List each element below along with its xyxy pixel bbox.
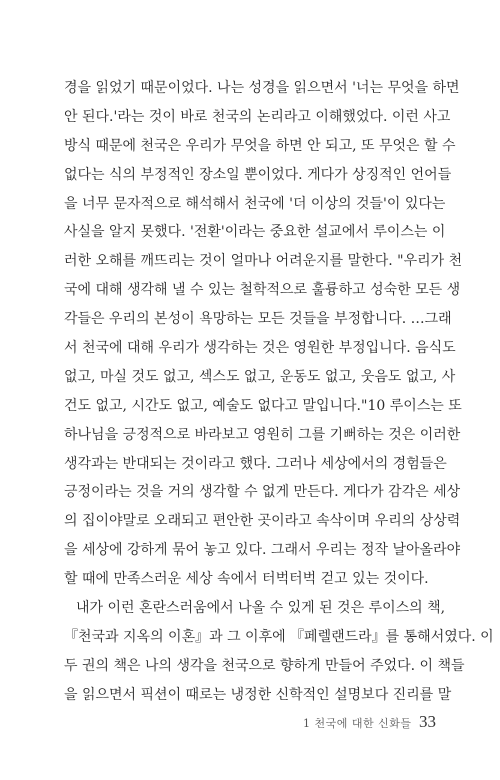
text-line: 서 천국에 대해 우리가 생각하는 것은 영원한 부정입니다. 음식도 bbox=[64, 340, 456, 357]
text-line: 경을 읽었기 때문이었다. 나는 성경을 읽으면서 '너는 무엇을 하면 bbox=[64, 80, 460, 96]
text-line: 두 권의 책은 나의 생각을 천국으로 향하게 만들어 주었다. 이 책들 bbox=[64, 657, 465, 674]
text-line: 건도 없고, 시간도 없고, 예술도 없다고 말입니다."10 루이스는 또 bbox=[64, 397, 462, 414]
text-line: 을 너무 문자적으로 해석해서 천국에 '더 이상의 것들'이 있다는 bbox=[64, 195, 446, 212]
text-line: 러한 오해를 깨뜨리는 것이 얼마나 어려운지를 말한다. "우리가 천 bbox=[64, 253, 463, 270]
text-line: 긍정이라는 것을 거의 생각할 수 없게 만든다. 게다가 감각은 세상 bbox=[64, 484, 461, 501]
body-text bbox=[64, 74, 494, 710]
text-line: 각들은 우리의 본성이 욕망하는 모든 것들을 부정합니다. …그래 bbox=[64, 311, 452, 328]
text-line: 을 읽으면서 픽션이 때로는 냉정한 신학적인 설명보다 진리를 말 bbox=[64, 686, 452, 703]
text-line: 하나님을 긍정적으로 바라보고 영원히 그를 기뻐하는 것은 이러한 bbox=[64, 426, 461, 443]
text-line: 『천국과 지옥의 이혼』과 그 이후에 『페렐랜드라』를 통해서였다. 이 bbox=[64, 628, 494, 645]
page-footer bbox=[303, 712, 436, 732]
text-line: 할 때에 만족스러운 세상 속에서 터벅터벅 걷고 있는 것이다. bbox=[64, 571, 429, 588]
text-line: 국에 대해 생각해 낼 수 있는 철학적으로 훌륭하고 성숙한 모든 생 bbox=[64, 282, 461, 299]
text-line: 내가 이런 혼란스러움에서 나올 수 있게 된 것은 루이스의 책, bbox=[76, 600, 446, 617]
text-line: 없고, 마실 것도 없고, 섹스도 없고, 운동도 없고, 웃음도 없고, 사 bbox=[64, 368, 456, 385]
text-line: 안 된다.'라는 것이 바로 천국의 논리라고 이해했었다. 이런 사고 bbox=[64, 108, 451, 125]
text-line: 사실을 알지 못했다. '전환'이라는 중요한 설교에서 루이스는 이 bbox=[64, 224, 446, 241]
text-line: 생각과는 반대되는 것이라고 했다. 그러나 세상에서의 경험들은 bbox=[64, 455, 447, 472]
text-line: 없다는 식의 부정적인 장소일 뿐이었다. 게다가 상징적인 언어들 bbox=[64, 166, 452, 183]
page-number: 33 bbox=[419, 712, 436, 731]
text-line: 을 세상에 강하게 묶어 놓고 있다. 그래서 우리는 정작 날아올라야 bbox=[64, 542, 461, 559]
text-line: 의 집이야말로 오래되고 편안한 곳이라고 속삭이며 우리의 상상력 bbox=[64, 513, 461, 530]
running-chapter-title: 1 천국에 대한 신화들 bbox=[303, 717, 412, 730]
text-line: 방식 때문에 천국은 우리가 무엇을 하면 안 되고, 또 무엇은 할 수 bbox=[64, 137, 456, 154]
